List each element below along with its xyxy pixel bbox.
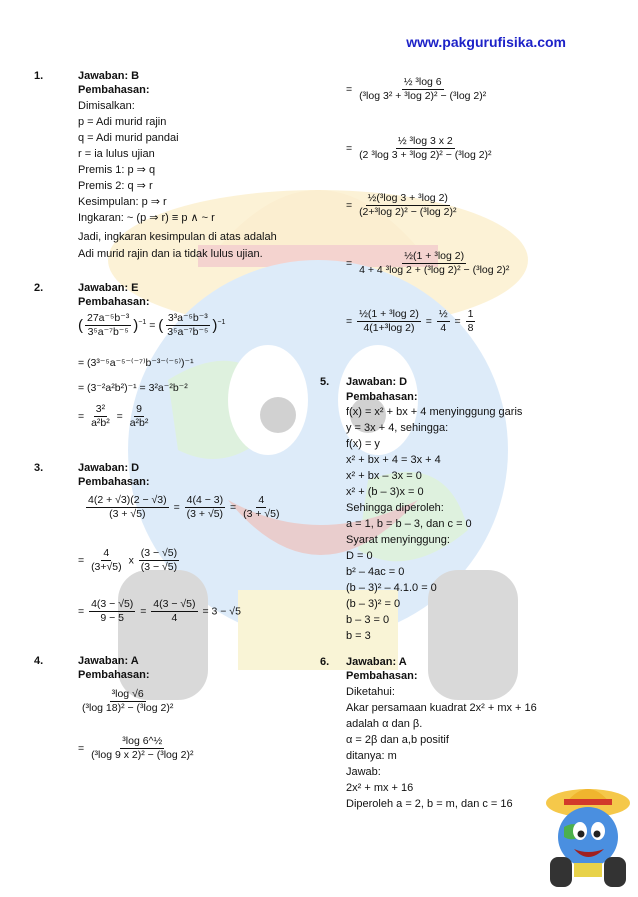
fraction-numerator: ½ ³log 3 x 2	[397, 135, 453, 147]
equation-row: $\frac{4(2 + √3)(2 - √3)}{(3 + √5)}$ = $\frac{4(4 - 3)}{(3 + √5)}$ = $\frac{4}{(3 + √5)}$	[88, 494, 280, 520]
equation-row: = $\frac{\text{½(1 + ³log 2)}}{\text{4 + 4 ³log 2 + (³log 2)² − (³log 2)²}}$	[346, 250, 510, 276]
fraction-denominator: 4 + 4 ³log 2 + (³log 2)² − (³log 2)²	[359, 264, 510, 276]
solution-line: Diperoleh a = 2, b = m, dan c = 16	[346, 798, 513, 810]
question-number: 1.	[34, 70, 44, 82]
fraction-denominator: (3+√5)	[91, 561, 122, 573]
answer-label: Jawaban: D	[346, 376, 408, 388]
solution-line: Jawab:	[346, 766, 381, 778]
solution-line: α = 2β dan a,b positif	[346, 734, 449, 746]
fraction-numerator: ½(1 + ³log 2)	[359, 308, 419, 320]
fraction-numerator: (3 − √5)	[140, 547, 178, 559]
fraction-denominator: (3 + √5)	[186, 508, 224, 520]
fraction-denominator: (2+³log 2)² − (³log 2)²	[359, 206, 457, 218]
equation-row: = $\frac{\text{3²}}{\text{a²b²}}$ = $\frac{9}{\text{a²b²}}$	[78, 403, 149, 429]
fraction-denominator: 9 − 5	[100, 612, 125, 624]
fraction-numerator: 27a⁻⁵b⁻³	[87, 312, 130, 324]
solution-line: Diketahui:	[346, 686, 395, 698]
discussion-label: Pembahasan:	[346, 670, 418, 682]
site-url-link[interactable]: www.pakgurufisika.com	[406, 34, 566, 50]
fraction-numerator: ½(³log 3 + ³log 2)	[367, 192, 448, 204]
discussion-label: Pembahasan:	[346, 391, 418, 403]
mascot-icon	[542, 781, 634, 889]
discussion-label: Pembahasan:	[78, 84, 150, 96]
discussion-label: Pembahasan:	[78, 296, 150, 308]
question-number: 3.	[34, 462, 44, 474]
fraction-denominator: (2 ³log 3 + ³log 2)² − (³log 2)²	[359, 149, 492, 161]
equation-row: = $\frac{\text{½(1 + ³log 2)}}{\text{4(1+³log 2)}}$ = $\frac{\text{½}}{4}$ = $\frac{1}{8}$	[346, 308, 474, 334]
fraction-numerator: 4(3 − √5)	[91, 598, 134, 610]
solution-line: Sehingga diperoleh:	[346, 502, 444, 514]
solution-line: x² + (b – 3)x = 0	[346, 486, 424, 498]
solution-line: a = 1, b = b – 3, dan c = 0	[346, 518, 472, 530]
solution-line: b² – 4ac = 0	[346, 566, 405, 578]
discussion-label: Pembahasan:	[78, 476, 150, 488]
fraction-numerator: ³log 6^½	[122, 735, 163, 747]
solution-line: D = 0	[346, 550, 373, 562]
solution-line: Dimisalkan:	[78, 100, 135, 112]
question-number: 2.	[34, 282, 44, 294]
answer-label: Jawaban: A	[78, 655, 139, 667]
solution-line: b – 3 = 0	[346, 614, 390, 626]
multiply-sign: x	[128, 554, 134, 567]
fraction-denominator: a²b²	[129, 417, 149, 429]
question-number: 4.	[34, 655, 44, 667]
question-number: 5.	[320, 376, 330, 388]
solution-line: Adi murid rajin dan ia tidak lulus ujian.	[78, 248, 263, 260]
answer-label: Jawaban: D	[78, 462, 140, 474]
fraction-numerator: ½	[438, 308, 448, 320]
fraction-numerator: 4	[258, 494, 265, 506]
fraction-numerator: 4(4 − 3)	[186, 494, 224, 506]
fraction-numerator: 1	[467, 308, 474, 320]
equation-row: = $\frac{\text{½ ³log 6}}{\text{(³log 3² + ³log 2)² − (³log 2)²}}$	[346, 76, 487, 102]
fraction-denominator: (3 + √5)	[243, 508, 280, 520]
equation-result: = 3 − √5	[202, 605, 241, 618]
solution-line: q = Adi murid pandai	[78, 132, 179, 144]
answer-label: Jawaban: A	[346, 656, 407, 668]
fraction-numerator: 4(3 − √5)	[153, 598, 196, 610]
fraction-denominator: a²b²	[91, 417, 110, 429]
fraction-denominator: (³log 18)² − (³log 2)²	[82, 702, 174, 714]
fraction-denominator: 3⁵a⁻⁷b⁻⁵	[167, 326, 209, 338]
fraction-numerator: ½(1 + ³log 2)	[404, 250, 465, 262]
solution-line: f(x) = y	[346, 438, 380, 450]
solution-line: x² + bx – 3x = 0	[346, 470, 422, 482]
solution-line: ditanya: m	[346, 750, 397, 762]
fraction-denominator: (3 + √5)	[109, 508, 146, 520]
solution-line: 2x² + mx + 16	[346, 782, 414, 794]
solution-line: f(x) = x² + bx + 4 menyinggung garis	[346, 406, 523, 418]
solution-line: (b – 3)² – 4.1.0 = 0	[346, 582, 437, 594]
solution-line: Premis 2: q ⇒ r	[78, 180, 153, 192]
solution-line: Ingkaran: ~ (p ⇒ r) ≡ p ∧ ~ r	[78, 212, 215, 224]
fraction-denominator: (³log 3² + ³log 2)² − (³log 2)²	[359, 90, 487, 102]
solution-line: (b – 3)² = 0	[346, 598, 401, 610]
fraction-denominator: 4	[171, 612, 178, 624]
solution-line: p = Adi murid rajin	[78, 116, 167, 128]
fraction-numerator: ½ ³log 6	[403, 76, 442, 88]
solution-line: Kesimpulan: p ⇒ r	[78, 196, 167, 208]
equation-row	[78, 688, 177, 715]
solution-line: x² + bx + 4 = 3x + 4	[346, 454, 441, 466]
solution-line: Premis 1: p ⇒ q	[78, 164, 156, 176]
equation-row: = $\frac{4}{(3+√5)}$ x $\frac{(3 - √5)}{(3 - √5)}$	[78, 547, 178, 573]
equation-row: = $\frac{4(3 - √5)}{9 - 5}$ = $\frac{4(3 - √5)}{4}$ = 3 − √5	[78, 598, 241, 624]
fraction-numerator: 9	[136, 403, 142, 415]
exponent: −1	[217, 318, 226, 326]
solution-line: y = 3x + 4, sehingga:	[346, 422, 449, 434]
fraction-denominator: 4(1+³log 2)	[363, 322, 415, 334]
fraction-numerator: 3²	[95, 403, 106, 415]
solution-line: b = 3	[346, 630, 371, 642]
fraction-numerator: ³log √6	[111, 688, 144, 700]
equation-row: = $\frac{\text{½(³log 3 + ³log 2)}}{\text{(2+³log 2)² − (³log 2)²}}$	[346, 192, 457, 218]
equation-row: ( $\frac{\text{27a⁻⁵b⁻³}}{\text{3⁵a⁻⁷b⁻⁵}}$ )$^{-1}$ = ( $\frac{\text{3³a⁻⁵b⁻³}}{\text{3⁵a⁻⁷b⁻⁵}}$ )$^{-1}$	[78, 312, 226, 338]
answer-label: Jawaban: E	[78, 282, 139, 294]
equation-row: = (3³⁻⁵a⁻⁵⁻⁽⁻⁷⁾b⁻³⁻⁽⁻⁵⁾)⁻¹	[78, 357, 194, 369]
question-number: 6.	[320, 656, 330, 668]
solution-line: adalah α dan β.	[346, 718, 423, 730]
fraction-denominator: (3 − √5)	[140, 561, 178, 573]
fraction-numerator: 4	[103, 547, 110, 559]
solution-line: r = ia lulus ujian	[78, 148, 155, 160]
fraction-numerator: 4(2 + √3)(2 − √3)	[88, 494, 167, 506]
discussion-label: Pembahasan:	[78, 669, 150, 681]
fraction-denominator: 4	[440, 322, 447, 334]
equation-row: = $\frac{\text{½ ³log 3 x 2}}{\text{(2 ³log 3 + ³log 2)² − (³log 2)²}}$	[346, 135, 492, 161]
fraction-denominator: 8	[467, 322, 474, 334]
answer-label: Jawaban: B	[78, 70, 140, 82]
solution-line: Akar persamaan kuadrat 2x² + mx + 16	[346, 702, 537, 714]
fraction-denominator: (³log 9 x 2)² − (³log 2)²	[91, 749, 194, 761]
fraction-numerator: 3³a⁻⁵b⁻³	[167, 312, 208, 324]
equation-row: = $\frac{\text{³log 6\textasciicircum{}½}}{\text{(³log 9 x 2)² − (³log 2)²}}$	[78, 735, 194, 761]
equation-row: = (3⁻²a²b²)⁻¹ = 3²a⁻²b⁻²	[78, 382, 188, 394]
fraction-denominator: 3⁵a⁻⁷b⁻⁵	[87, 326, 129, 338]
exponent: −1	[138, 318, 147, 326]
solution-line: Jadi, ingkaran kesimpulan di atas adalah	[78, 231, 277, 243]
solution-line: Syarat menyinggung:	[346, 534, 450, 546]
